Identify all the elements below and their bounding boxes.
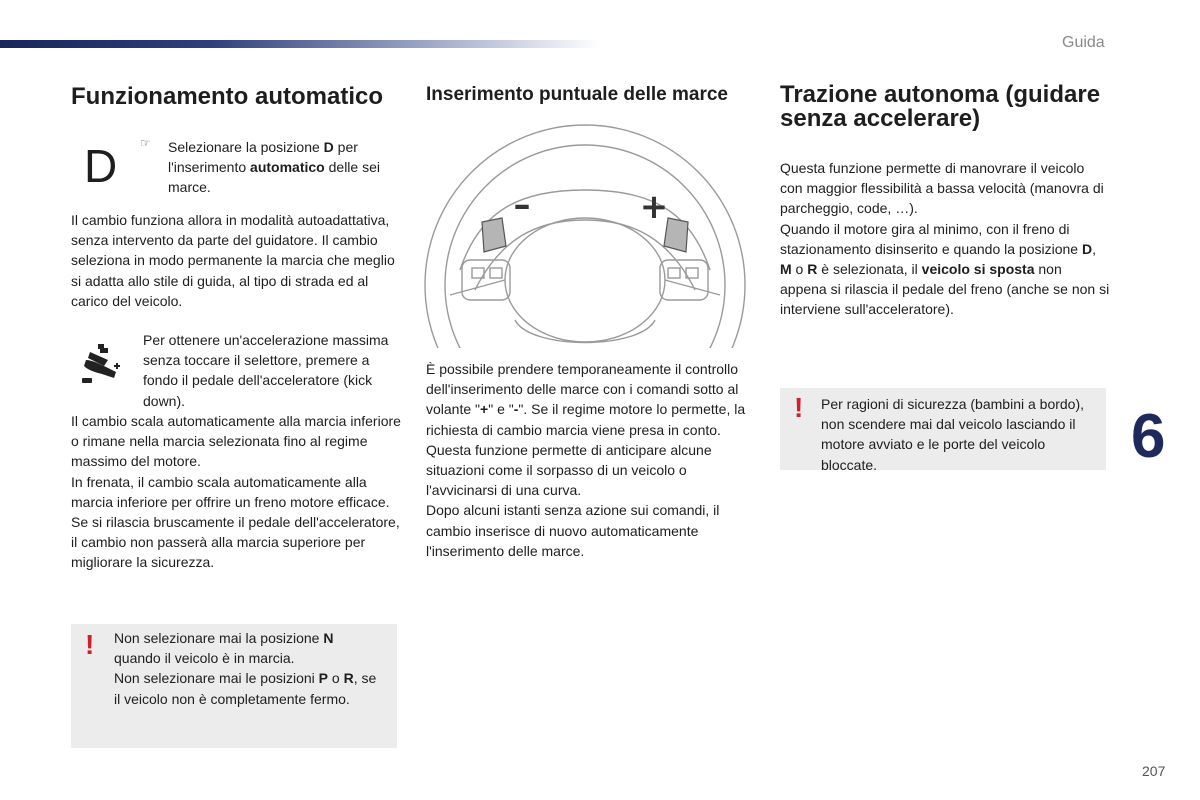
kickdown-text: Per ottenere un'accelerazione massima senza toccare il selettore, premere a fondo il pedale dell'acceleratore (kick down). bbox=[143, 332, 389, 409]
chapter-number: 6 bbox=[1131, 402, 1166, 471]
middle-paragraph-3: Dopo alcuni istanti senza azione sui comandi, il cambio inserisce di nuovo automaticamente l'inserimento delle marce. bbox=[426, 502, 720, 559]
pointer-hand-icon: ☞ bbox=[140, 136, 151, 150]
warning-icon: ! bbox=[794, 392, 804, 423]
right-text bbox=[780, 158, 1110, 320]
paddle-plus-label: + bbox=[639, 187, 669, 227]
warning-text: Non selezionare mai la posizione N quando il veicolo è in marcia. Non selezionare mai le posizioni P o R, se il veicolo non è completamente fermo. bbox=[114, 630, 377, 707]
steering-wheel-illustration bbox=[420, 120, 750, 348]
left-paragraph-1: Il cambio funziona allora in modalità autoadattativa, senza intervento da parte del guidatore. Il cambio seleziona in modo permanente la marcia che meglio si adatta allo stile di guida, al tipo di strada ed al carico del veicolo. bbox=[71, 212, 395, 309]
left-paragraph-2: Il cambio scala automaticamente alla marcia inferiore o rimane nella marcia selezionata fino al regime massimo del motore. bbox=[71, 413, 401, 470]
left-paragraph-3: In frenata, il cambio scala automaticamente alla marcia inferiore per offrire un freno motore efficace. bbox=[71, 473, 390, 510]
middle-heading: Inserimento puntuale delle marce bbox=[426, 84, 728, 105]
left-paragraphs-2 bbox=[71, 411, 401, 573]
right-heading: Trazione autonoma (guidare senza accelerare) bbox=[780, 81, 1101, 132]
warning-text: Per ragioni di sicurezza (bambini a bordo), non scendere mai dal veicolo lasciando il motore avviato e le porte del veicolo bloccate. bbox=[821, 396, 1085, 473]
left-heading: Funzionamento automatico bbox=[71, 83, 383, 110]
gear-position-letter: D bbox=[84, 140, 118, 192]
gear-instruction: Selezionare la posizione D per l'inserimento automatico delle sei marce. bbox=[168, 139, 380, 196]
right-paragraph-1: Questa funzione permette di manovrare il veicolo con maggior flessibilità a bassa velocità (manovra di parcheggio, code, …). bbox=[780, 160, 1104, 217]
left-paragraph-4: Se si rilascia bruscamente il pedale dell'acceleratore, il cambio non passerà alla marcia superiore per migliorare la sicurezza. bbox=[71, 514, 400, 571]
middle-paragraph-2: Questa funzione permette di anticipare alcune situazioni come il sorpasso di un veicolo o l'avvicinarsi di una curva. bbox=[426, 441, 712, 499]
header-gradient-bar bbox=[0, 40, 600, 48]
middle-text bbox=[426, 359, 756, 561]
middle-paragraph-1: È possibile prendere temporaneamente il controllo dell'inserimento delle marce con i comandi sotto al volante "+" e "-". Se il regime motore lo permette, la richiesta di cambio marcia viene presa in conto. bbox=[426, 361, 746, 438]
right-paragraph-2: Quando il motore gira al minimo, con il freno di stazionamento disinserito e quando la posizione D, M o R è selezionata, il veicolo si sposta non appena si rilascia il pedale del freno (anche se non si interviene sull'acceleratore). bbox=[780, 220, 1110, 318]
warning-box-neutral bbox=[71, 624, 397, 748]
warning-icon: ! bbox=[85, 629, 95, 660]
warning-box-safety bbox=[780, 388, 1106, 473]
paddle-minus-label: – bbox=[513, 185, 531, 225]
kick-down-pedal-icon bbox=[78, 342, 124, 386]
page-number: 207 bbox=[1142, 763, 1166, 779]
section-name: Guida bbox=[1062, 34, 1105, 51]
